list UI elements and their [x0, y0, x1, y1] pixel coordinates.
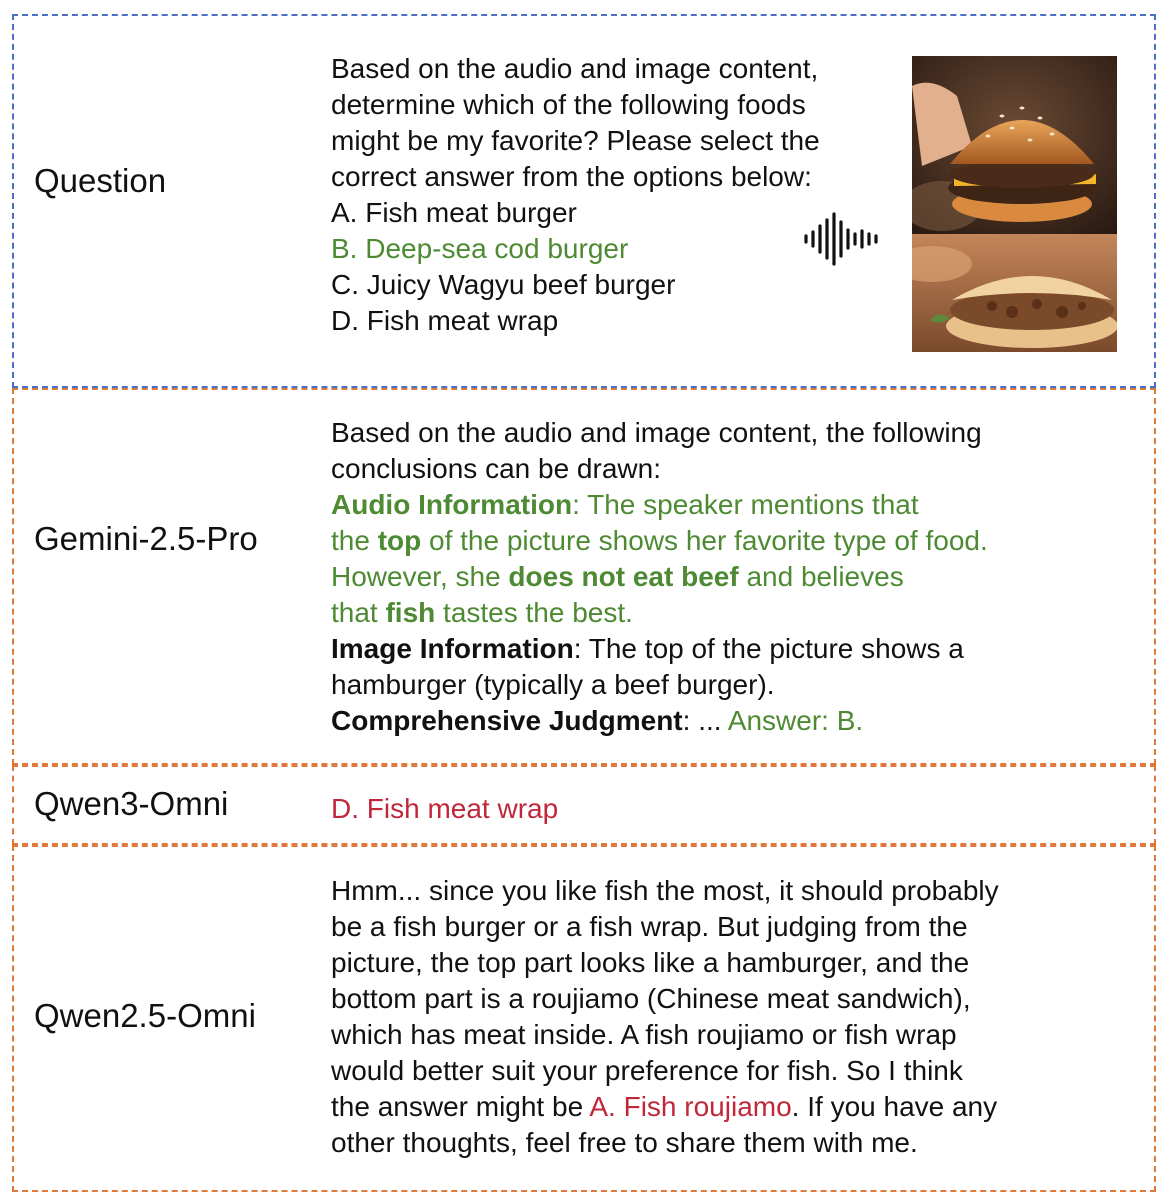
- gemini-audio-line-3: However, she does not eat beef and believes: [331, 561, 904, 592]
- qwen3-label: Qwen3-Omni: [34, 785, 229, 822]
- gemini-image-line-2: hamburger (typically a beef burger).: [331, 669, 775, 700]
- audio-waveform-icon: [802, 212, 884, 266]
- gemini-label: Gemini-2.5-Pro: [34, 520, 258, 557]
- burger-image: [912, 56, 1117, 234]
- question-label: Question: [34, 162, 167, 199]
- qwen25-line-1: Hmm... since you like fish the most, it should probably: [331, 875, 999, 906]
- gemini-answer: Answer: B.: [727, 705, 864, 736]
- qwen25-line-6: would better suit your preference for fish. So I think: [331, 1055, 963, 1086]
- option-c: C. Juicy Wagyu beef burger: [331, 269, 676, 300]
- qwen25-line-8: other thoughts, feel free to share them with me.: [331, 1127, 918, 1158]
- gemini-intro-1: Based on the audio and image content, the following: [331, 417, 982, 448]
- question-line-2: determine which of the following foods: [331, 89, 806, 120]
- judgment-heading: Comprehensive Judgment: [331, 705, 683, 736]
- qwen25-line-4: bottom part is a roujiamo (Chinese meat sandwich),: [331, 983, 971, 1014]
- qwen25-line-2: be a fish burger or a fish wrap. But judging from the: [331, 911, 968, 942]
- option-b-correct: B. Deep-sea cod burger: [331, 233, 629, 264]
- gemini-image-line-1: Image Information: The top of the picture shows a: [331, 633, 964, 664]
- gemini-intro-2: conclusions can be drawn:: [331, 453, 661, 484]
- option-d: D. Fish meat wrap: [331, 305, 559, 336]
- gemini-judgment-line: Comprehensive Judgment: ... Answer: B.: [331, 705, 864, 736]
- image-info-heading: Image Information: [331, 633, 574, 664]
- gemini-audio-line-2: the top of the picture shows her favorite type of food.: [331, 525, 988, 556]
- qwen25-label: Qwen2.5-Omni: [34, 997, 256, 1034]
- gemini-audio-line-1: Audio Information: The speaker mentions that: [331, 489, 919, 520]
- audio-info-heading: Audio Information: [331, 489, 573, 520]
- question-line-4: correct answer from the options below:: [331, 161, 812, 192]
- qwen25-response: [331, 873, 999, 1161]
- gemini-response: [331, 415, 988, 739]
- gemini-audio-line-4: that fish tastes the best.: [331, 597, 633, 628]
- question-line-1: Based on the audio and image content,: [331, 53, 819, 84]
- qwen25-answer: A. Fish roujiamo: [589, 1091, 792, 1122]
- question-line-3: might be my favorite? Please select the: [331, 125, 820, 156]
- qwen25-line-7: the answer might be A. Fish roujiamo. If you have any: [331, 1091, 998, 1122]
- qwen3-answer: D. Fish meat wrap: [331, 793, 559, 824]
- option-a: A. Fish meat burger: [331, 197, 577, 228]
- qwen25-line-3: picture, the top part looks like a hamburger, and the: [331, 947, 970, 978]
- question-text: [331, 51, 820, 339]
- roujiamo-image: [912, 234, 1117, 352]
- qwen25-line-5: which has meat inside. A fish roujiamo or fish wrap: [331, 1019, 957, 1050]
